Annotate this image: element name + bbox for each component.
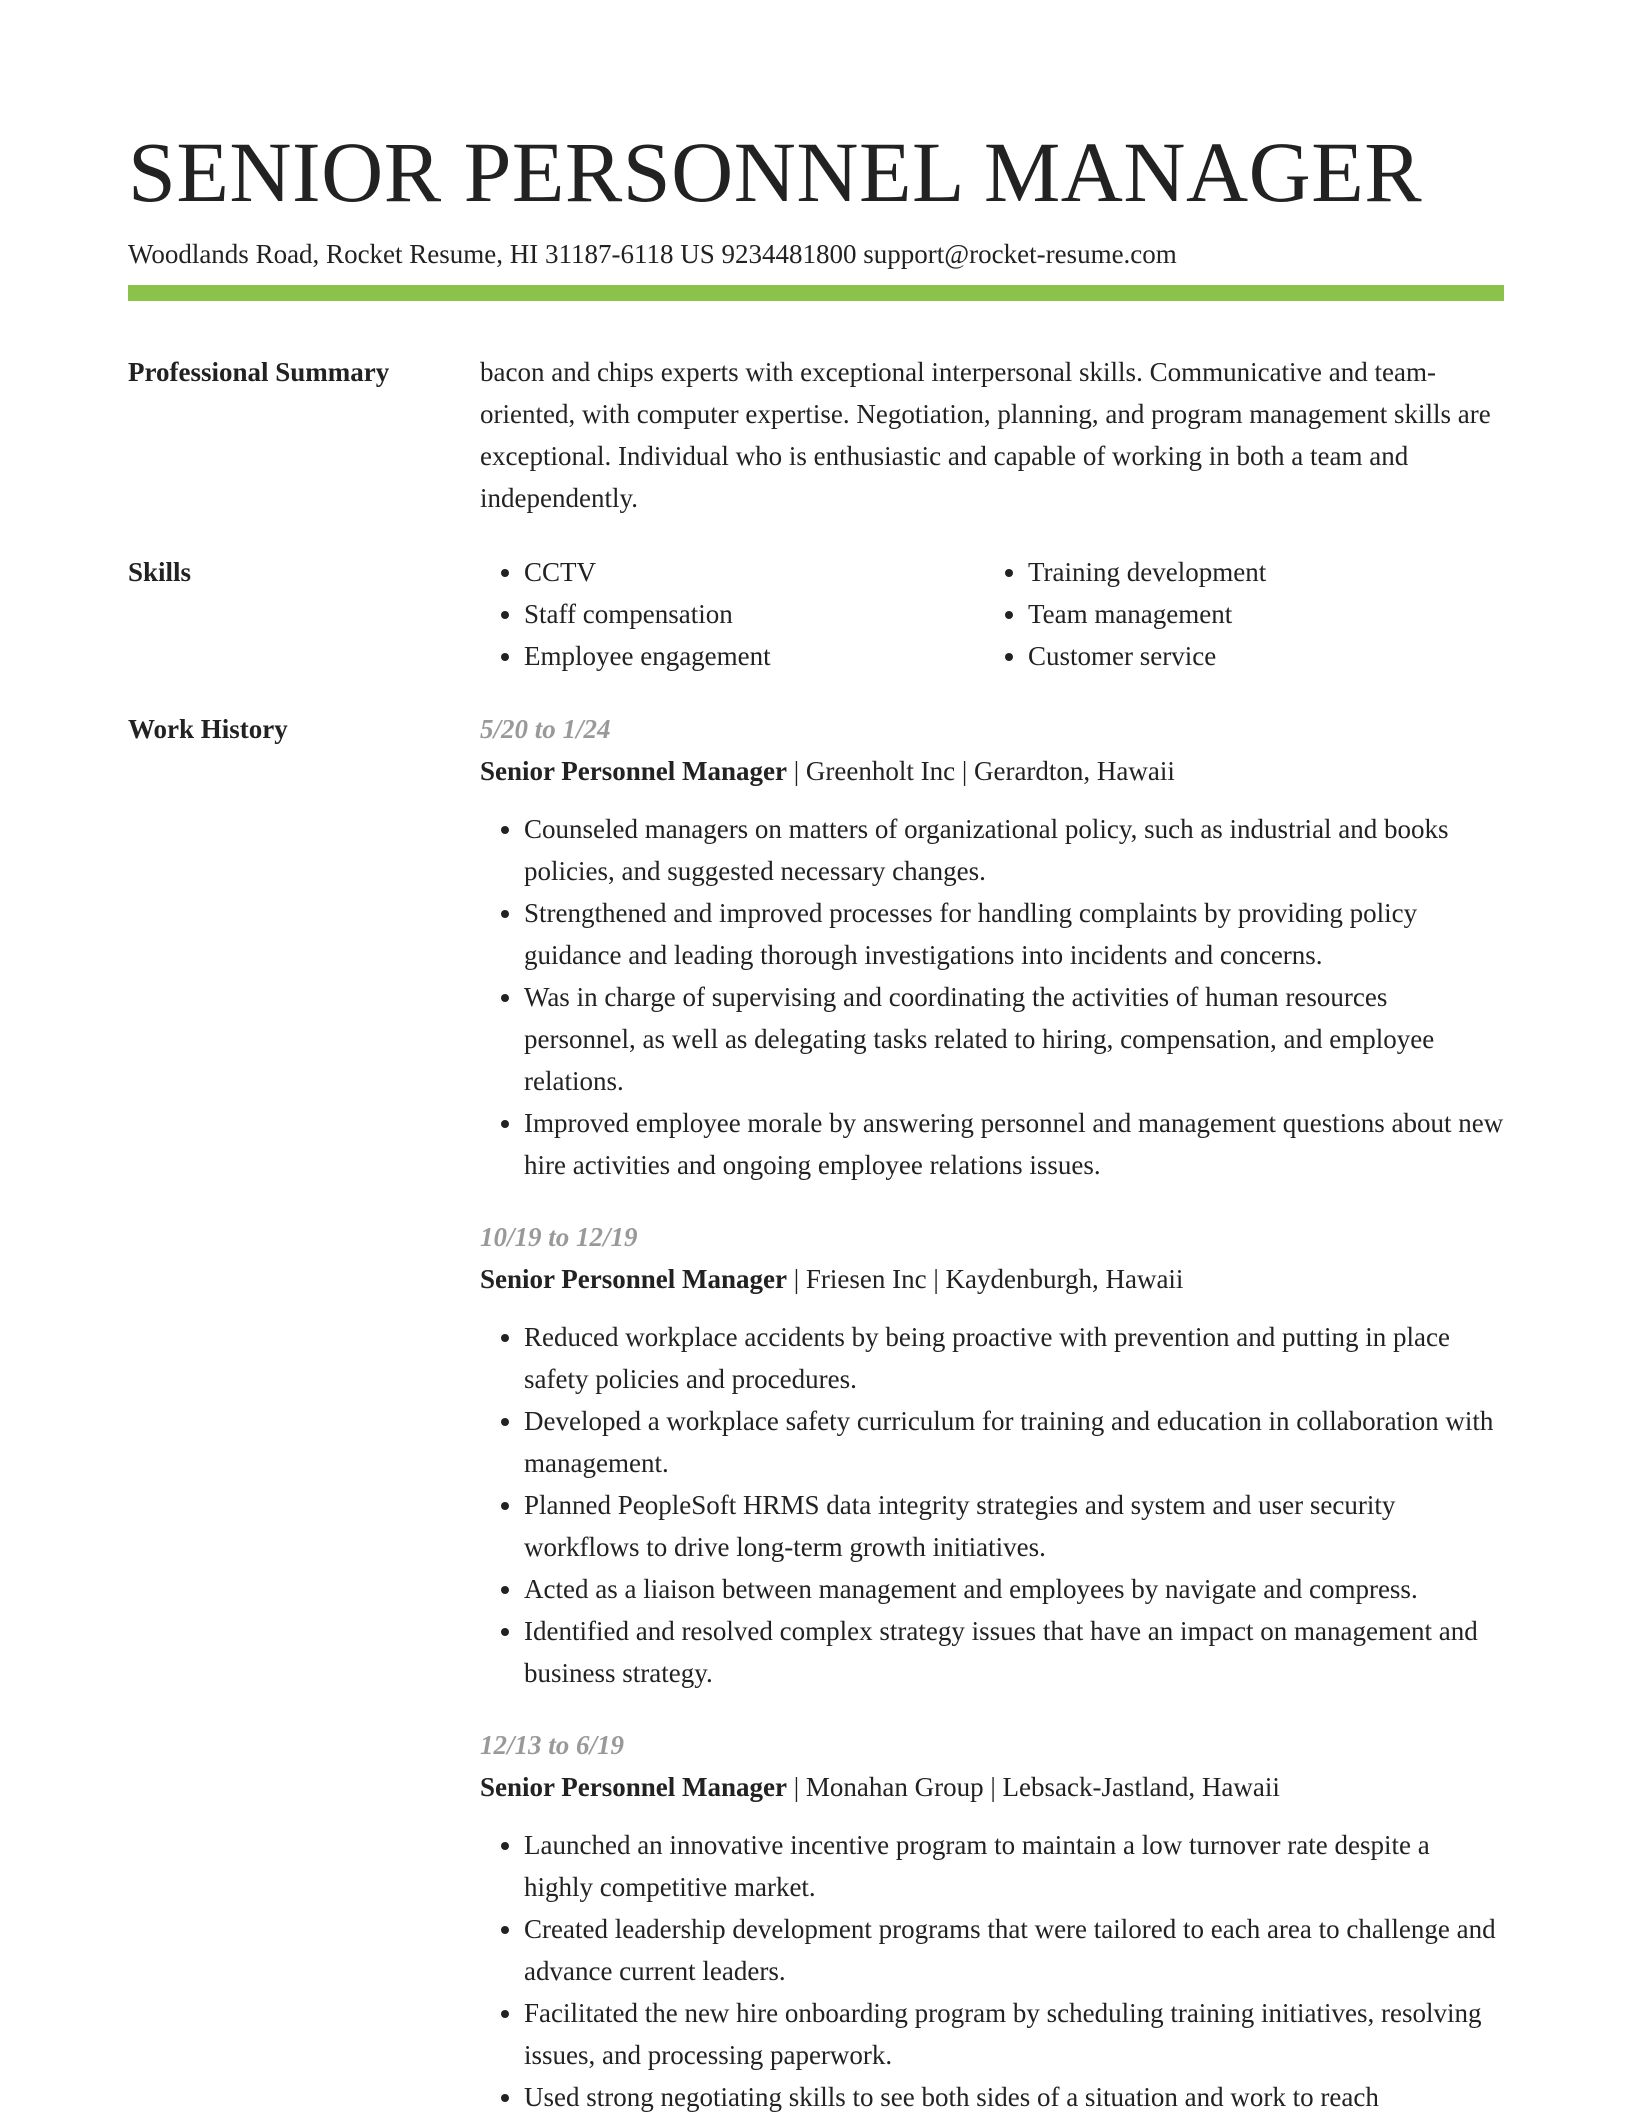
job-heading-line — [480, 1766, 1504, 1808]
job-bullet: • Improved employee morale by answering personnel and management questions about new hire activities and ongoing employee relations issues. — [524, 1102, 1504, 1186]
job-dates: 10/19 to 12/19 — [480, 1222, 638, 1252]
contact-address: Woodlands Road, Rocket Resume, HI 31187-6118 US — [128, 239, 715, 269]
job-heading-line — [480, 1258, 1504, 1300]
job-entry — [480, 1216, 1504, 1694]
skill-item: • Training development — [1028, 551, 1488, 593]
job-location: Gerardton, Hawaii — [973, 756, 1175, 786]
contact-email: support@rocket-resume.com — [863, 239, 1177, 269]
contact-phone: 9234481800 — [721, 239, 857, 269]
skill-item: • Staff compensation — [524, 593, 984, 635]
job-title: Senior Personnel Manager — [480, 756, 787, 786]
job-entry — [480, 1724, 1504, 2112]
skills-heading: Skills — [128, 557, 192, 587]
summary-text: bacon and chips experts with exceptional interpersonal skills. Communicative and team-oriented, with computer expertise. Negotiation, planning, and program management skills are exceptional. Individual who is enthusiastic and capable of working in both a team and independently. — [480, 357, 1491, 513]
work-history-heading: Work History — [128, 714, 288, 744]
separator: | — [793, 1264, 800, 1294]
skills-column-1 — [480, 551, 984, 677]
job-company: Monahan Group — [805, 1772, 984, 1802]
job-company: Greenholt Inc — [805, 756, 956, 786]
separator: | — [793, 756, 800, 786]
skills-body — [480, 551, 1504, 677]
summary-heading: Professional Summary — [128, 357, 390, 387]
contact-line — [128, 236, 1504, 272]
job-bullet: • Developed a workplace safety curriculum for training and education in collaboration with management. — [524, 1400, 1504, 1484]
separator: | — [990, 1772, 996, 1802]
job-bullets — [480, 808, 1504, 1186]
candidate-name: SENIOR PERSONNEL MANAGER — [128, 124, 1423, 220]
job-dates: 5/20 to 1/24 — [480, 714, 611, 744]
skills-column-2 — [984, 551, 1488, 677]
skill-item: • Customer service — [1028, 635, 1488, 677]
separator: | — [961, 756, 968, 786]
job-title: Senior Personnel Manager — [480, 1772, 787, 1802]
work-history-body — [480, 708, 1504, 2112]
job-entry — [480, 708, 1504, 1186]
job-location: Lebsack-Jastland, Hawaii — [1002, 1772, 1280, 1802]
job-dates: 12/13 to 6/19 — [480, 1730, 625, 1760]
job-bullet: • Strengthened and improved processes for handling complaints by providing policy guidance and leading thorough investigations into incidents and concerns. — [524, 892, 1504, 976]
job-bullets — [480, 1824, 1504, 2112]
job-title: Senior Personnel Manager — [480, 1264, 787, 1294]
job-bullets — [480, 1316, 1504, 1694]
resume-header — [128, 118, 1504, 272]
job-bullet: • Reduced workplace accidents by being proactive with prevention and putting in place safety policies and procedures. — [524, 1316, 1504, 1400]
job-bullet: • Counseled managers on matters of organizational policy, such as industrial and books policies, and suggested necessary changes. — [524, 808, 1504, 892]
job-bullet: • Planned PeopleSoft HRMS data integrity strategies and system and user security workflows to drive long-term growth initiatives. — [524, 1484, 1504, 1568]
separator: | — [793, 1772, 800, 1802]
job-bullet: • Created leadership development programs that were tailored to each area to challenge and advance current leaders. — [524, 1908, 1504, 1992]
job-bullet: • Launched an innovative incentive program to maintain a low turnover rate despite a highly competitive market. — [524, 1824, 1504, 1908]
job-company: Friesen Inc — [805, 1264, 927, 1294]
job-heading-line — [480, 750, 1504, 792]
summary-body — [480, 351, 1504, 519]
skills-columns — [480, 551, 1504, 677]
job-bullet: • Used strong negotiating skills to see both sides of a situation and work to reach — [524, 2076, 1504, 2112]
job-bullet: • Identified and resolved complex strategy issues that have an impact on management and business strategy. — [524, 1610, 1504, 1694]
separator: | — [933, 1264, 939, 1294]
skill-item: • Employee engagement — [524, 635, 984, 677]
job-bullet: • Acted as a liaison between management and employees by navigate and compress. — [524, 1568, 1504, 1610]
header-divider — [128, 285, 1504, 301]
skill-item: • CCTV — [524, 551, 984, 593]
skill-item: • Team management — [1028, 593, 1488, 635]
job-bullet: • Was in charge of supervising and coordinating the activities of human resources personnel, as well as delegating tasks related to hiring, compensation, and employee relations. — [524, 976, 1504, 1102]
job-bullet: • Facilitated the new hire onboarding program by scheduling training initiatives, resolving issues, and processing paperwork. — [524, 1992, 1504, 2076]
job-location: Kaydenburgh, Hawaii — [945, 1264, 1184, 1294]
